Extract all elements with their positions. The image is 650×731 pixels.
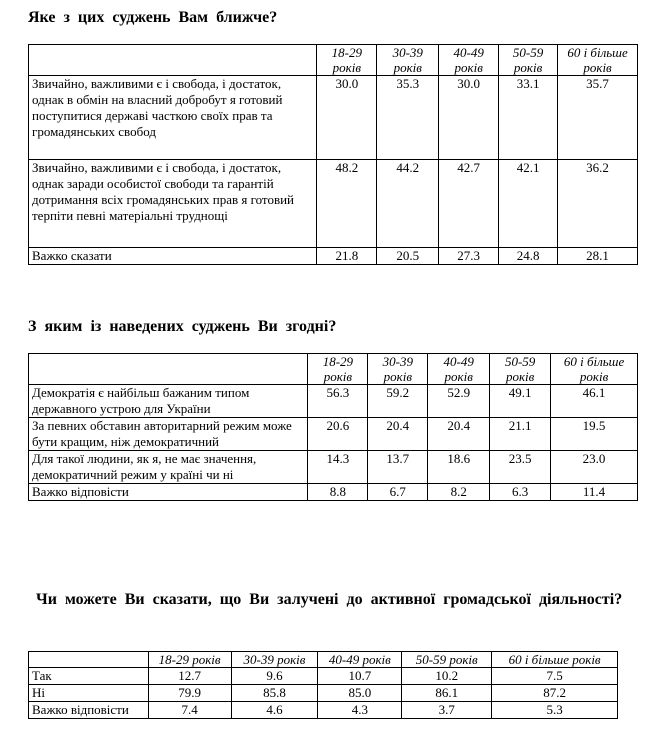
cell-value: 42.7 [439, 160, 499, 248]
cell-value: 8.2 [428, 484, 490, 501]
cell-value: 48.2 [317, 160, 377, 248]
cell-value: 30.0 [439, 76, 499, 160]
cell-value: 35.3 [377, 76, 439, 160]
header-age-18-29: 18-29 років [308, 354, 368, 385]
table-row [29, 702, 618, 719]
cell-value: 42.1 [499, 160, 558, 248]
cell-value: 46.1 [551, 385, 638, 418]
cell-value: 18.6 [428, 451, 490, 484]
cell-value: 7.4 [148, 702, 231, 719]
row-label: Так [29, 668, 149, 685]
cell-value: 79.9 [148, 685, 231, 702]
cell-value: 20.6 [308, 418, 368, 451]
cell-value: 59.2 [368, 385, 428, 418]
table-row [29, 248, 638, 265]
row-label: Важко відповісти [29, 484, 308, 501]
cell-value: 27.3 [439, 248, 499, 265]
header-age-60-plus: 60 і більше років [551, 354, 638, 385]
header-empty [29, 45, 317, 76]
row-label: За певних обставин авторитарний режим може бути кращим, ніж демократичний [29, 418, 308, 451]
table-row [29, 451, 638, 484]
cell-value: 23.5 [490, 451, 551, 484]
table-row [29, 668, 618, 685]
header-age-30-39: 30-39 років [368, 354, 428, 385]
table-row [29, 76, 638, 160]
cell-value: 4.6 [231, 702, 318, 719]
cell-value: 33.1 [499, 76, 558, 160]
cell-value: 28.1 [558, 248, 638, 265]
cell-value: 6.7 [368, 484, 428, 501]
cell-value: 5.3 [492, 702, 618, 719]
cell-value: 20.4 [368, 418, 428, 451]
cell-value: 7.5 [492, 668, 618, 685]
cell-value: 35.7 [558, 76, 638, 160]
cell-value: 6.3 [490, 484, 551, 501]
header-age-30-39: 30-39 років [377, 45, 439, 76]
row-label: Демократія є найбільш бажаним типом державного устрою для України [29, 385, 308, 418]
header-age-18-29: 18-29 років [148, 652, 231, 668]
cell-value: 20.4 [428, 418, 490, 451]
table-row [29, 418, 638, 451]
cell-value: 8.8 [308, 484, 368, 501]
cell-value: 14.3 [308, 451, 368, 484]
header-age-60-plus: 60 і більше років [492, 652, 618, 668]
header-age-60-plus: 60 і більше років [558, 45, 638, 76]
header-empty [29, 652, 149, 668]
header-age-50-59: 50-59 років [499, 45, 558, 76]
row-label: Звичайно, важливими є і свобода, і достаток, однак в обмін на власний добробут я готовий поступитися державі часткою своїх прав та громадянських свобод [29, 76, 317, 160]
table-header-row [29, 354, 638, 385]
table-row [29, 385, 638, 418]
table-row [29, 160, 638, 248]
header-age-40-49: 40-49 років [428, 354, 490, 385]
header-age-30-39: 30-39 років [231, 652, 318, 668]
row-label: Важко відповісти [29, 702, 149, 719]
cell-value: 86.1 [402, 685, 492, 702]
header-empty [29, 354, 308, 385]
cell-value: 85.8 [231, 685, 318, 702]
cell-value: 87.2 [492, 685, 618, 702]
cell-value: 19.5 [551, 418, 638, 451]
cell-value: 10.2 [402, 668, 492, 685]
cell-value: 11.4 [551, 484, 638, 501]
table-header-row [29, 652, 618, 668]
cell-value: 20.5 [377, 248, 439, 265]
cell-value: 44.2 [377, 160, 439, 248]
cell-value: 21.8 [317, 248, 377, 265]
cell-value: 21.1 [490, 418, 551, 451]
cell-value: 36.2 [558, 160, 638, 248]
cell-value: 10.7 [318, 668, 402, 685]
row-label: Ні [29, 685, 149, 702]
question-1-table [28, 44, 638, 265]
header-age-50-59: 50-59 років [402, 652, 492, 668]
cell-value: 23.0 [551, 451, 638, 484]
table-header-row [29, 45, 638, 76]
cell-value: 49.1 [490, 385, 551, 418]
cell-value: 3.7 [402, 702, 492, 719]
question-3-title: Чи можете Ви сказати, що Ви залучені до активної громадської діяльності? [36, 591, 623, 608]
cell-value: 30.0 [317, 76, 377, 160]
question-2-table [28, 353, 638, 501]
table-row [29, 484, 638, 501]
row-label: Важко сказати [29, 248, 317, 265]
question-2-title: З яким із наведених суджень Ви згодні? [28, 318, 337, 335]
question-3-table [28, 651, 618, 719]
header-age-40-49: 40-49 років [439, 45, 499, 76]
header-age-40-49: 40-49 років [318, 652, 402, 668]
header-age-18-29: 18-29 років [317, 45, 377, 76]
cell-value: 85.0 [318, 685, 402, 702]
row-label: Звичайно, важливими є і свобода, і достаток, однак заради особистої свободи та гарантій дотримання всіх громадянських прав я готовий терпіти певні матеріальні труднощі [29, 160, 317, 248]
question-1-title: Яке з цих суджень Вам ближче? [28, 9, 278, 26]
cell-value: 56.3 [308, 385, 368, 418]
cell-value: 9.6 [231, 668, 318, 685]
cell-value: 12.7 [148, 668, 231, 685]
cell-value: 52.9 [428, 385, 490, 418]
cell-value: 4.3 [318, 702, 402, 719]
header-age-50-59: 50-59 років [490, 354, 551, 385]
cell-value: 13.7 [368, 451, 428, 484]
table-row [29, 685, 618, 702]
row-label: Для такої людини, як я, не має значення, демократичний режим у країні чи ні [29, 451, 308, 484]
cell-value: 24.8 [499, 248, 558, 265]
